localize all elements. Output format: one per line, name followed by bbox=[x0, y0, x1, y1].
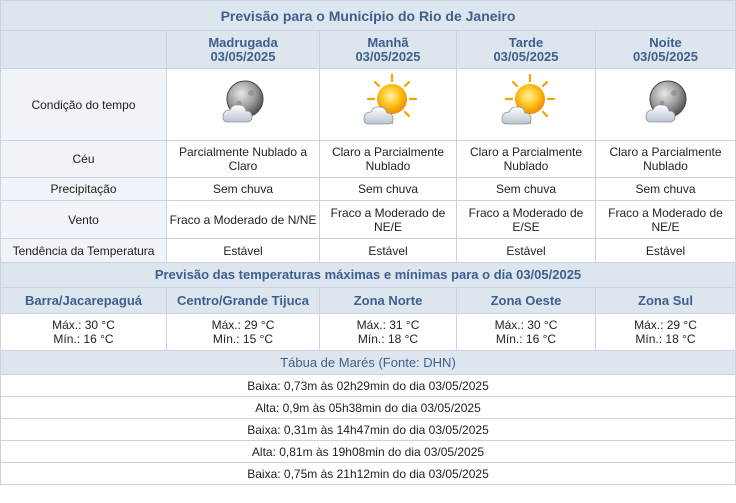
period-name: Madrugada bbox=[208, 34, 278, 50]
temp-min: Mín.: 18 °C bbox=[357, 332, 419, 346]
temp-max: Máx.: 29 °C bbox=[211, 318, 275, 332]
tendencia-cell: Estável bbox=[596, 239, 736, 263]
precipitacao-cell: Sem chuva bbox=[457, 178, 596, 201]
ceu-cell: Parcialmente Nublado a Claro bbox=[167, 141, 320, 178]
period-header-empty bbox=[1, 31, 167, 69]
moon-partly-cloudy-icon bbox=[213, 73, 273, 133]
ceu-cell: Claro a Parcialmente Nublado bbox=[596, 141, 736, 178]
vento-cell: Fraco a Moderado de N/NE bbox=[167, 201, 320, 239]
period-date: 03/05/2025 bbox=[210, 48, 276, 64]
zone-name: Zona Norte bbox=[320, 288, 457, 314]
temp-max: Máx.: 30 °C bbox=[494, 318, 558, 332]
row-label-precipitacao: Precipitação bbox=[1, 178, 167, 201]
period-header-manha bbox=[320, 31, 457, 69]
row-label-vento: Vento bbox=[1, 201, 167, 239]
period-date: 03/05/2025 bbox=[632, 48, 699, 64]
zone-temps bbox=[320, 314, 457, 351]
condition-cell-noite bbox=[596, 69, 736, 141]
temp-max: Máx.: 29 °C bbox=[634, 318, 697, 332]
tide-row: Alta: 0,81m às 19h08min do dia 03/05/2025 bbox=[1, 441, 736, 463]
page-title: Previsão para o Município do Rio de Janeiro bbox=[1, 1, 736, 31]
tide-row: Baixa: 0,75m às 21h12min do dia 03/05/2025 bbox=[1, 463, 736, 485]
vento-cell: Fraco a Moderado de E/SE bbox=[457, 201, 596, 239]
period-date: 03/05/2025 bbox=[493, 48, 559, 64]
precipitacao-cell: Sem chuva bbox=[167, 178, 320, 201]
precipitacao-cell: Sem chuva bbox=[596, 178, 736, 201]
vento-cell: Fraco a Moderado de NE/E bbox=[596, 201, 736, 239]
period-header-madrugada bbox=[167, 31, 320, 69]
temp-min: Mín.: 16 °C bbox=[53, 332, 114, 346]
moon-partly-cloudy-icon bbox=[636, 73, 696, 133]
row-label-tendencia: Tendência da Temperatura bbox=[1, 239, 167, 263]
tendencia-cell: Estável bbox=[320, 239, 457, 263]
period-name: Noite bbox=[649, 34, 682, 50]
sun-partly-cloudy-icon bbox=[358, 73, 418, 133]
precipitacao-cell: Sem chuva bbox=[320, 178, 457, 201]
tendencia-cell: Estável bbox=[457, 239, 596, 263]
tide-row: Baixa: 0,31m às 14h47min do dia 03/05/2025 bbox=[1, 419, 736, 441]
condition-cell-tarde bbox=[457, 69, 596, 141]
period-name: Manhã bbox=[367, 34, 409, 50]
tide-row: Baixa: 0,73m às 02h29min do dia 03/05/2025 bbox=[1, 375, 736, 397]
row-label-condicao: Condição do tempo bbox=[1, 69, 167, 141]
temp-max: Máx.: 30 °C bbox=[52, 318, 115, 332]
period-date: 03/05/2025 bbox=[355, 48, 421, 64]
condition-cell-madrugada bbox=[167, 69, 320, 141]
temp-min: Mín.: 15 °C bbox=[212, 332, 274, 346]
zone-temps bbox=[167, 314, 320, 351]
zone-temps bbox=[596, 314, 736, 351]
row-label-ceu: Céu bbox=[1, 141, 167, 178]
temp-min: Mín.: 18 °C bbox=[635, 332, 696, 346]
tide-row: Alta: 0,9m às 05h38min do dia 03/05/2025 bbox=[1, 397, 736, 419]
temps-title: Previsão das temperaturas máximas e mínimas para o dia 03/05/2025 bbox=[1, 263, 736, 288]
ceu-cell: Claro a Parcialmente Nublado bbox=[457, 141, 596, 178]
tendencia-cell: Estável bbox=[167, 239, 320, 263]
sun-partly-cloudy-icon bbox=[496, 73, 556, 133]
zone-name: Zona Sul bbox=[596, 288, 736, 314]
condition-cell-manha bbox=[320, 69, 457, 141]
period-name: Tarde bbox=[508, 34, 544, 50]
zone-temps bbox=[457, 314, 596, 351]
period-header-noite bbox=[596, 31, 736, 69]
zone-name: Centro/Grande Tijuca bbox=[167, 288, 320, 314]
tides-title: Tábua de Marés (Fonte: DHN) bbox=[1, 351, 736, 375]
temp-max: Máx.: 31 °C bbox=[356, 318, 420, 332]
zone-name: Barra/Jacarepaguá bbox=[1, 288, 167, 314]
temp-min: Mín.: 16 °C bbox=[495, 332, 557, 346]
vento-cell: Fraco a Moderado de NE/E bbox=[320, 201, 457, 239]
ceu-cell: Claro a Parcialmente Nublado bbox=[320, 141, 457, 178]
zone-temps bbox=[1, 314, 167, 351]
period-header-tarde bbox=[457, 31, 596, 69]
zone-name: Zona Oeste bbox=[457, 288, 596, 314]
